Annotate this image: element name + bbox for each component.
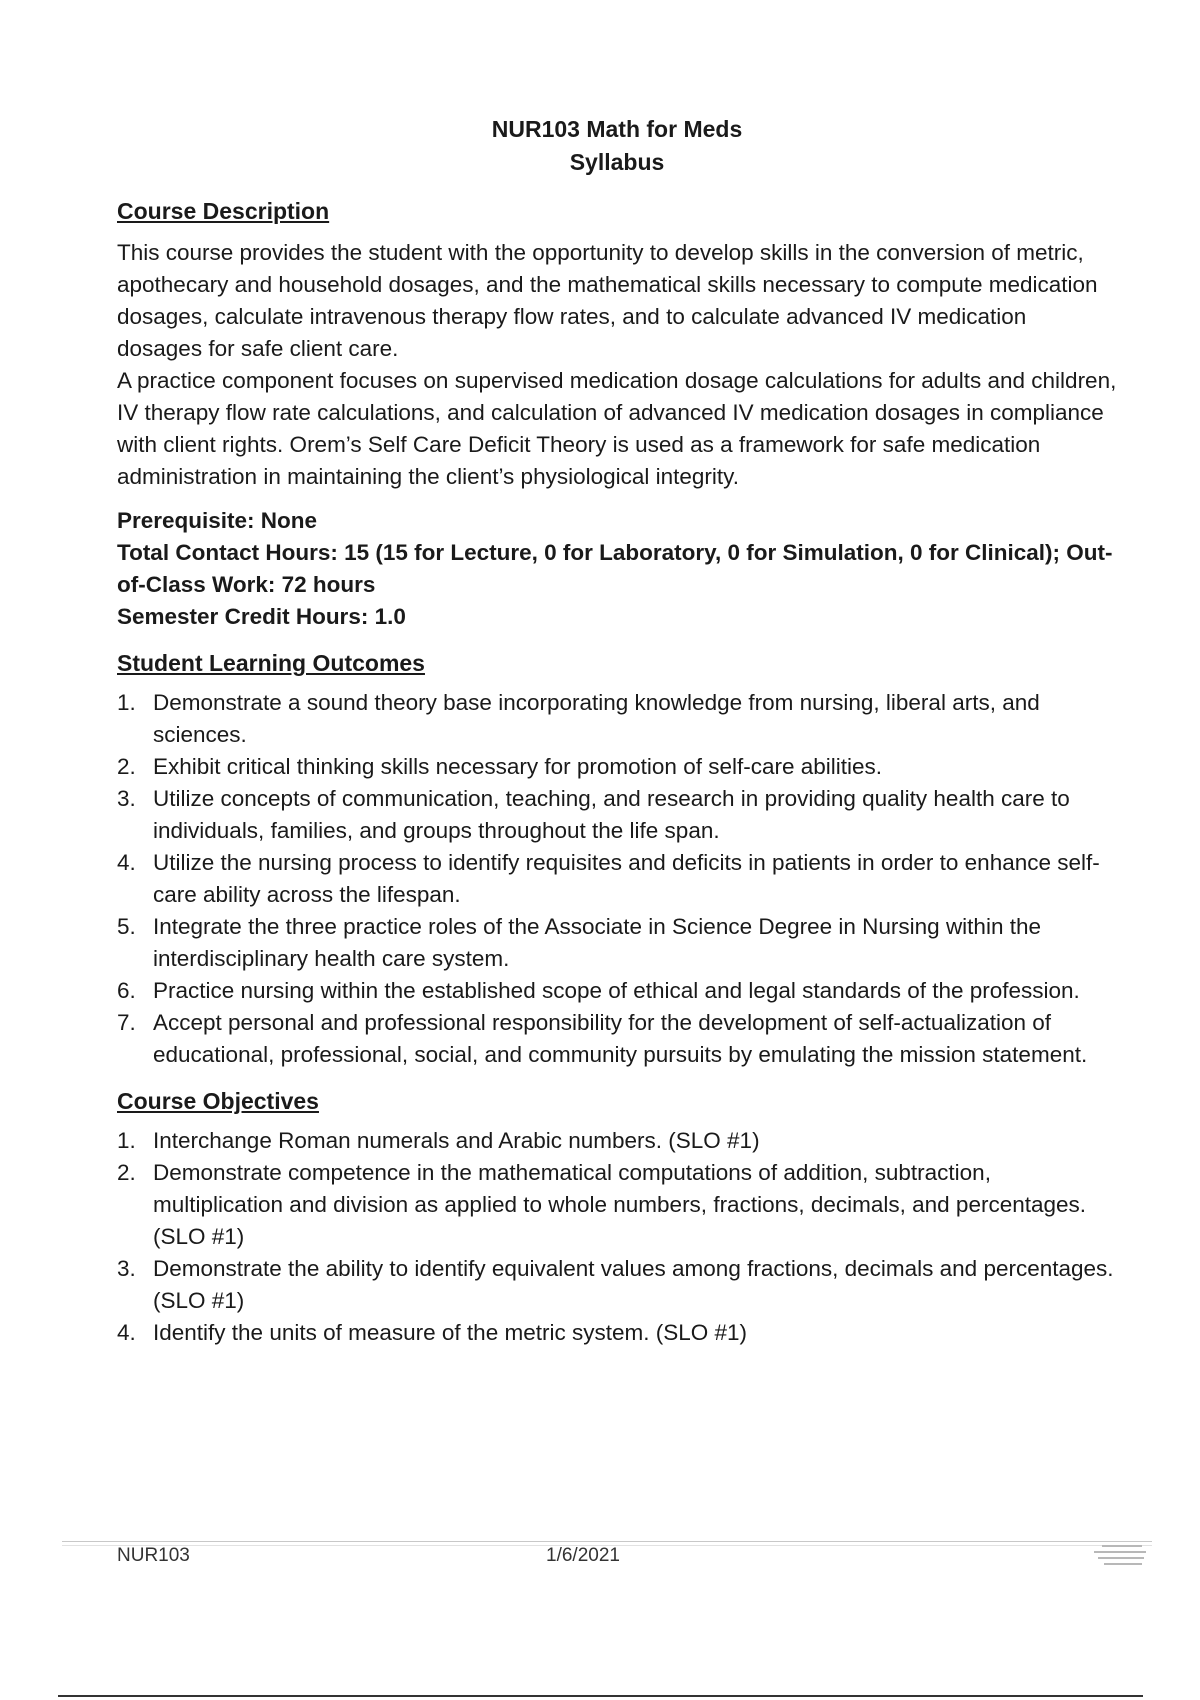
list-item-text: Identify the units of measure of the metric system. (SLO #1) xyxy=(153,1320,747,1345)
list-item xyxy=(117,1157,1117,1253)
list-item-text: Utilize concepts of communication, teaching, and research in providing quality health care to individuals, families, and groups throughout the life span. xyxy=(153,786,1070,843)
course-description-text xyxy=(117,237,1117,493)
list-item xyxy=(117,847,1117,911)
prerequisite-line: Prerequisite: None xyxy=(117,508,318,533)
list-item xyxy=(117,911,1117,975)
course-description-paragraph-1: This course provides the student with the opportunity to develop skills in the conversion of metric, apothecary and household dosages, and the mathematical skills necessary to compute medication dosages, calculate intravenous therapy flow rates, and to calculate advanced IV medication dosages for safe client care. xyxy=(117,240,1098,361)
document-title xyxy=(117,113,1117,179)
list-item-text: Exhibit critical thinking skills necessary for promotion of self-care abilities. xyxy=(153,754,883,779)
list-number: 3. xyxy=(117,786,136,811)
list-number: 2. xyxy=(117,754,136,779)
list-number: 1. xyxy=(117,690,136,715)
list-item-text: Interchange Roman numerals and Arabic numbers. (SLO #1) xyxy=(153,1128,760,1153)
list-number: 4. xyxy=(117,850,136,875)
list-item xyxy=(117,1317,1117,1349)
title-line-course: NUR103 Math for Meds xyxy=(491,116,743,142)
list-item-text: Integrate the three practice roles of the Associate in Science Degree in Nursing within the interdisciplinary health care system. xyxy=(153,914,1041,971)
list-item xyxy=(117,1125,1117,1157)
list-item xyxy=(117,1253,1117,1317)
list-number: 5. xyxy=(117,914,136,939)
list-item xyxy=(117,1007,1117,1071)
title-line-syllabus: Syllabus xyxy=(569,149,665,175)
list-item xyxy=(117,783,1117,847)
page-bottom-rule xyxy=(58,1695,1143,1697)
list-number: 6. xyxy=(117,978,136,1003)
list-item-text: Accept personal and professional responsibility for the development of self-actualization of educational, professional, social, and community pursuits by emulating the mission statement. xyxy=(153,1010,1088,1067)
course-info xyxy=(117,505,1117,633)
list-item xyxy=(117,751,1117,783)
learning-outcomes-list xyxy=(117,687,1117,1071)
list-item xyxy=(117,687,1117,751)
list-item-text: Demonstrate a sound theory base incorporating knowledge from nursing, liberal arts, and sciences. xyxy=(153,690,1040,747)
contact-hours-line: Total Contact Hours: 15 (15 for Lecture, 0 for Laboratory, 0 for Simulation, 0 for Clinical); Out-of-Class Work: 72 hours xyxy=(117,540,1113,597)
footer-logo-icon xyxy=(1094,1545,1150,1575)
list-number: 1. xyxy=(117,1128,136,1153)
list-number: 7. xyxy=(117,1010,136,1035)
list-number: 2. xyxy=(117,1160,136,1185)
footer-course-code: NUR103 xyxy=(117,1545,190,1566)
list-item-text: Demonstrate competence in the mathematical computations of addition, subtraction, multiplication and division as applied to whole numbers, fractions, decimals, and percentages. (SLO #1) xyxy=(153,1160,1087,1249)
course-description-heading: Course Description xyxy=(117,198,330,224)
course-objectives-list xyxy=(117,1125,1117,1349)
footer-date: 1/6/2021 xyxy=(546,1545,620,1566)
document-body xyxy=(117,113,1117,1349)
list-number: 4. xyxy=(117,1320,136,1345)
list-number: 3. xyxy=(117,1256,136,1281)
credit-hours-line: Semester Credit Hours: 1.0 xyxy=(117,604,406,629)
list-item-text: Utilize the nursing process to identify requisites and deficits in patients in order to enhance self-care ability across the lifespan. xyxy=(153,850,1100,907)
course-description-paragraph-2: A practice component focuses on supervised medication dosage calculations for adults and children, IV therapy flow rate calculations, and calculation of advanced IV medication dosages in compliance with client rights. Orem’s Self Care Deficit Theory is used as a framework for safe medication administration in maintaining the client’s physiological integrity. xyxy=(117,368,1117,489)
footer-divider xyxy=(62,1541,1152,1542)
list-item-text: Practice nursing within the established scope of ethical and legal standards of the profession. xyxy=(153,978,1080,1003)
list-item-text: Demonstrate the ability to identify equivalent values among fractions, decimals and percentages. (SLO #1) xyxy=(153,1256,1114,1313)
learning-outcomes-heading: Student Learning Outcomes xyxy=(117,650,425,676)
list-item xyxy=(117,975,1117,1007)
course-objectives-heading: Course Objectives xyxy=(117,1088,319,1114)
